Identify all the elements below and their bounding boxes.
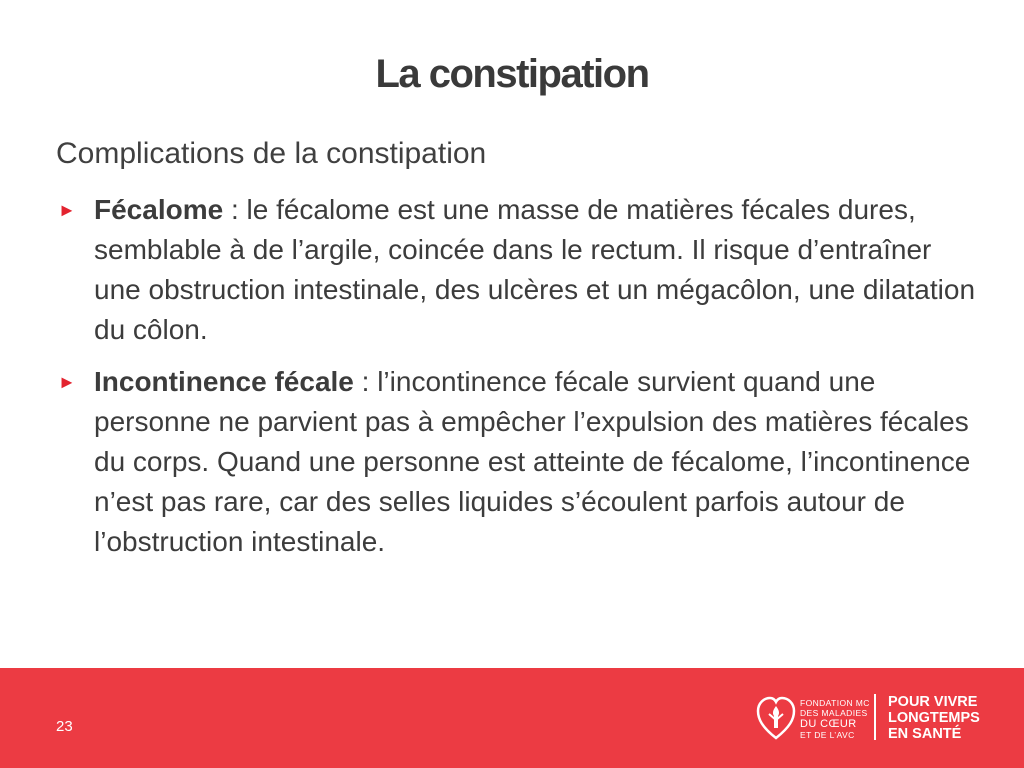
logo-divider — [874, 694, 876, 740]
slide-subtitle: Complications de la constipation — [56, 137, 487, 170]
heart-torch-icon — [756, 692, 796, 742]
logo-tagline: POUR VIVRE LONGTEMPS EN SANTÉ — [888, 694, 980, 742]
bullet-item-incontinence — [58, 362, 978, 562]
page-number: 23 — [56, 718, 73, 735]
bullet-text: : l’incontinence fécale survient quand une personne ne parvient pas à empêcher l’expulsion des matières fécales du corps. Quand une personne est atteinte de fécalome, l’incontinence n’est pas rare, car des selles liquides s’écoulent parfois autour de l’obstruction intestinale. — [94, 366, 971, 557]
slide-title: La constipation — [375, 52, 649, 96]
bullet-arrow-icon: ► — [58, 200, 76, 220]
bullet-text: : le fécalome est une masse de matières fécales dures, semblable à de l’argile, coincée dans le rectum. Il risque d’entraîner une obstruction intestinale, des ulcères et un mégacôlon, une dilatation du côlon. — [94, 194, 976, 345]
bullet-list — [58, 190, 978, 574]
bullet-arrow-icon: ► — [58, 372, 76, 392]
footer-bar — [0, 668, 1024, 768]
bullet-item-fecalome — [58, 190, 978, 350]
bullet-term: Incontinence fécale — [94, 366, 354, 397]
bullet-term: Fécalome — [94, 194, 224, 225]
heart-and-stroke-logo — [756, 692, 1006, 744]
logo-org-name: FONDATION MC DES MALADIES DU CŒUR ET DE L’AVC — [800, 698, 870, 740]
